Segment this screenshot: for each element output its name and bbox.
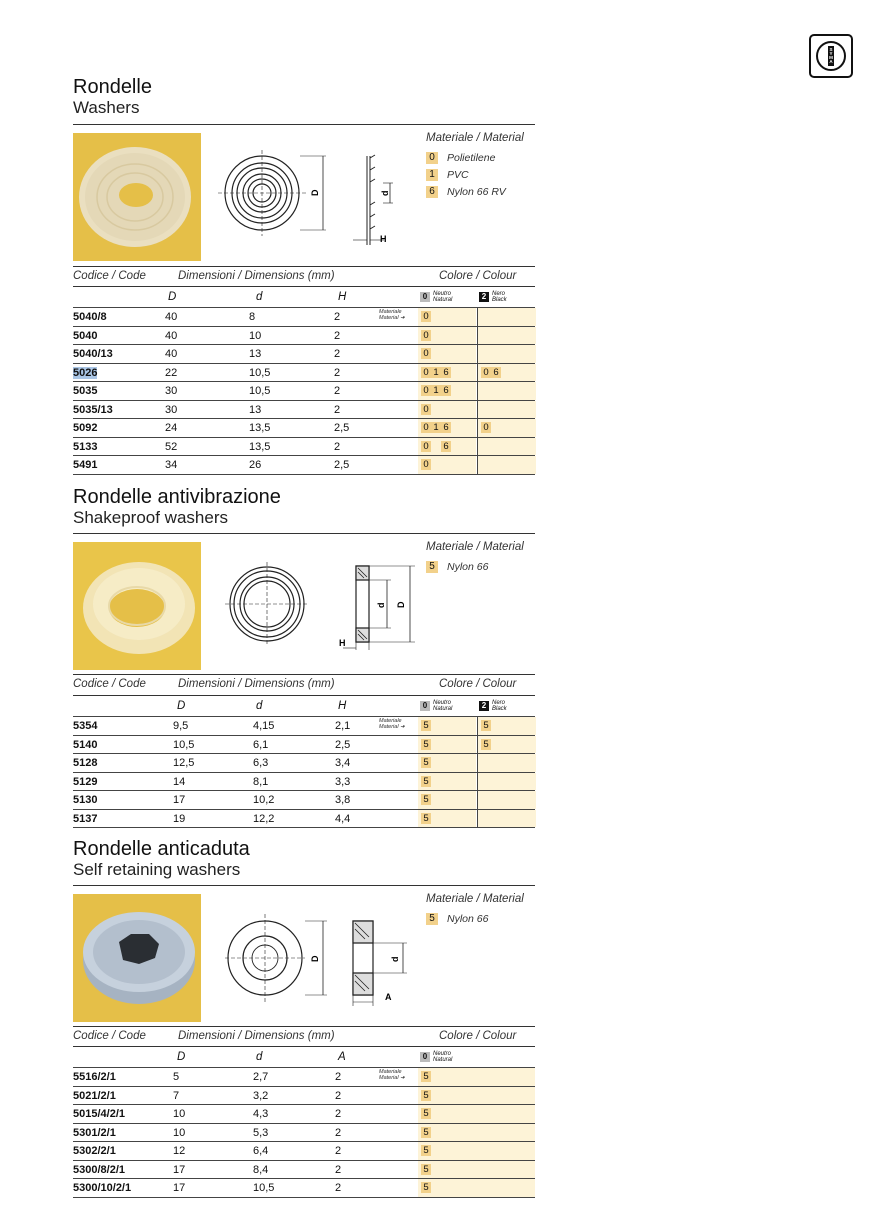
dimension-d: 10 xyxy=(249,329,262,342)
product-table-shakeproof xyxy=(73,695,535,828)
dimension-D: 12 xyxy=(173,1145,186,1157)
material-code-badge: 5 xyxy=(421,813,431,824)
dimension-D: 10 xyxy=(173,1126,186,1139)
product-code: 5040/8 xyxy=(73,311,107,323)
material-code-badge: 5 xyxy=(421,1108,431,1119)
product-code: 5129 xyxy=(73,775,98,788)
material-code-badge: 5 xyxy=(481,720,491,731)
section-title: Rondelle antivibrazione xyxy=(73,486,281,508)
material-code-badge: 0 xyxy=(421,422,431,433)
materials-marker: Materiale Material ➔ xyxy=(379,309,405,321)
dim-label-D: D xyxy=(396,601,406,608)
colour-black-cell xyxy=(477,364,536,382)
dim-label-D: D xyxy=(310,955,320,962)
material-code-badge: 5 xyxy=(421,757,431,768)
materials-marker: Materiale Material ➔ xyxy=(379,1069,405,1081)
dimension-d: 8,1 xyxy=(253,775,269,788)
colour-natural-cell xyxy=(418,1179,535,1197)
material-code-badge: 0 xyxy=(481,367,491,378)
product-code: 5021/2/1 xyxy=(73,1089,116,1102)
colour-natural-cell xyxy=(418,456,476,474)
dimension-d: 13 xyxy=(249,348,262,360)
dimension-H: 2 xyxy=(335,1089,342,1102)
dimension-H: 3,3 xyxy=(335,775,351,788)
divider xyxy=(73,674,535,675)
divider xyxy=(73,124,535,125)
colour-natural-cell xyxy=(418,1142,535,1160)
dimension-d: 5,3 xyxy=(253,1126,269,1139)
technical-drawing-shakeproof xyxy=(225,562,420,652)
material-code-badge: 6 xyxy=(441,441,451,452)
material-code-badge: 6 xyxy=(441,367,451,378)
dimension-d: 26 xyxy=(249,459,262,471)
colour-black-cell xyxy=(477,810,536,828)
dimension-H: 2 xyxy=(335,1126,342,1139)
material-legend xyxy=(426,541,524,575)
material-code-badge: 5 xyxy=(421,794,431,805)
dimension-D: 10,5 xyxy=(173,738,195,751)
section-shakeproof xyxy=(73,486,535,528)
material-code-badge: 5 xyxy=(421,720,431,731)
colour-black-cell xyxy=(477,438,536,456)
divider xyxy=(73,1026,535,1027)
product-photo-self-retaining xyxy=(73,894,201,1022)
table-row xyxy=(73,382,535,401)
colour-natural-cell xyxy=(418,438,476,456)
colour-natural-cell xyxy=(418,327,476,345)
dimension-D: 30 xyxy=(165,385,178,397)
table-row xyxy=(73,717,535,736)
table-row xyxy=(73,1105,535,1124)
material-code-badge: 0 xyxy=(421,311,431,322)
dimensions-header: Dimensioni / Dimensions (mm) xyxy=(178,678,335,690)
swatch-natural: 0 Neutro Natural xyxy=(420,291,452,303)
material-code-badge: 0 xyxy=(421,330,431,341)
section-subtitle: Shakeproof washers xyxy=(73,508,228,527)
material-code-badge: 0 xyxy=(421,441,431,452)
dimension-H: 2 xyxy=(334,329,341,342)
product-code: 5301/2/1 xyxy=(73,1126,116,1139)
svg-text:A: A xyxy=(829,59,833,64)
colour-black-cell xyxy=(477,754,536,772)
colour-natural-cell xyxy=(418,754,476,772)
dimension-d: 6,1 xyxy=(253,738,269,751)
divider xyxy=(73,533,535,534)
divider xyxy=(73,885,535,886)
swatch-natural: 0 Neutro Natural xyxy=(420,1051,452,1063)
dimension-D: 30 xyxy=(165,403,178,416)
dim-label-H: H xyxy=(339,638,346,648)
section-washers xyxy=(73,76,535,118)
dimension-D: 17 xyxy=(173,794,186,806)
colour-black-cell xyxy=(477,717,536,735)
colour-natural-cell xyxy=(418,419,476,437)
table-row xyxy=(73,345,535,364)
table-row xyxy=(73,438,535,457)
dimension-H: 2,5 xyxy=(334,459,350,471)
colour-black-cell xyxy=(477,791,536,809)
colour-natural-cell xyxy=(418,1068,535,1086)
table-row xyxy=(73,1087,535,1106)
material-code-badge: 0 xyxy=(421,367,431,378)
swatch-black: 2 Nero Black xyxy=(479,291,507,303)
colour-natural-cell xyxy=(418,810,476,828)
dimensions-header: Dimensioni / Dimensions (mm) xyxy=(178,1030,335,1042)
colour-header: Colore / Colour xyxy=(439,678,517,690)
material-legend xyxy=(426,132,524,200)
table-row xyxy=(73,1068,535,1087)
product-code: 5128 xyxy=(73,757,98,769)
dimension-d: 8,4 xyxy=(253,1163,269,1176)
brand-seal-icon xyxy=(815,40,847,72)
material-code-badge: 0 xyxy=(421,459,431,470)
material-code-badge: 1 xyxy=(431,385,441,396)
dimension-H: 2 xyxy=(334,366,341,379)
table-row xyxy=(73,1161,535,1180)
dimension-subheader: D d A 0 Neutro Natural xyxy=(73,1047,535,1068)
table-row xyxy=(73,1124,535,1143)
dimension-H: 3,8 xyxy=(335,794,351,806)
product-code: 5354 xyxy=(73,720,98,732)
dimension-H: 2 xyxy=(335,1071,342,1083)
table-row xyxy=(73,773,535,792)
product-code: 5092 xyxy=(73,422,98,434)
dimension-d: 6,3 xyxy=(253,757,269,769)
material-code-badge: 0 xyxy=(421,404,431,415)
material-legend xyxy=(426,893,524,927)
swatch-black: 2 Nero Black xyxy=(479,700,507,712)
dimension-H: 2,5 xyxy=(334,422,350,434)
dimension-H: 2,5 xyxy=(335,738,351,751)
dimension-d: 4,3 xyxy=(253,1108,269,1120)
colour-black-cell xyxy=(477,456,536,474)
dimension-D: 17 xyxy=(173,1182,186,1194)
dimension-D: 40 xyxy=(165,329,178,342)
table-row xyxy=(73,1179,535,1198)
section-title: Rondelle xyxy=(73,76,152,98)
dimension-H: 2 xyxy=(334,403,341,416)
materials-marker: Materiale Material ➔ xyxy=(379,718,405,730)
colour-natural-cell xyxy=(418,382,476,400)
swatch-natural: 0 Neutro Natural xyxy=(420,700,452,712)
material-code-badge: 6 xyxy=(491,367,501,378)
material-item: 5 Nylon 66 xyxy=(426,558,524,575)
table-row xyxy=(73,736,535,755)
colour-black-cell xyxy=(477,419,536,437)
colour-natural-cell xyxy=(418,401,476,419)
dimension-D: 14 xyxy=(173,775,186,788)
material-code-badge: 5 xyxy=(421,1182,431,1193)
colour-natural-cell xyxy=(418,736,476,754)
colour-header: Colore / Colour xyxy=(439,270,517,282)
material-code-badge: 1 xyxy=(431,422,441,433)
svg-text:S: S xyxy=(829,47,833,52)
dim-label-H: H xyxy=(380,234,387,244)
dim-label-d: d xyxy=(390,956,400,962)
dimension-D: 19 xyxy=(173,812,186,825)
dimension-H: 2 xyxy=(335,1182,342,1194)
material-code-badge xyxy=(431,441,441,452)
product-code: 5015/4/2/1 xyxy=(73,1108,125,1120)
dimension-d: 10,5 xyxy=(249,366,271,379)
product-code: 5300/8/2/1 xyxy=(73,1163,125,1176)
dimension-d: 12,2 xyxy=(253,812,275,825)
material-code-badge: 5 xyxy=(421,1164,431,1175)
material-code-badge: 0 xyxy=(421,385,431,396)
product-code: 5516/2/1 xyxy=(73,1071,116,1083)
material-code-badge: 6 xyxy=(441,385,451,396)
dimension-D: 52 xyxy=(165,440,178,453)
divider xyxy=(73,266,535,267)
material-code-badge: 1 xyxy=(431,367,441,378)
material-code-badge: 0 xyxy=(421,348,431,359)
material-code-badge: 5 xyxy=(421,1090,431,1101)
material-code-badge: 6 xyxy=(441,422,451,433)
section-title: Rondelle anticaduta xyxy=(73,838,250,860)
product-code: 5491 xyxy=(73,459,98,471)
material-item: 5 Nylon 66 xyxy=(426,910,524,927)
code-header: Codice / Code xyxy=(73,678,146,690)
product-code: 5302/2/1 xyxy=(73,1145,116,1157)
product-code: 5026 xyxy=(73,366,98,379)
table-row xyxy=(73,791,535,810)
section-subtitle: Washers xyxy=(73,98,140,117)
dimension-H: 2 xyxy=(335,1145,342,1157)
table-row xyxy=(73,754,535,773)
dimension-subheader: D d H 0 Neutro Natural 2 Nero Black xyxy=(73,287,535,308)
table-row xyxy=(73,1142,535,1161)
dimension-D: 9,5 xyxy=(173,720,189,732)
dimension-D: 17 xyxy=(173,1163,186,1176)
dimension-d: 4,15 xyxy=(253,720,275,732)
material-code-badge: 5 xyxy=(421,1127,431,1138)
material-item: 0 Polietilene xyxy=(426,149,524,166)
dim-label-D: D xyxy=(310,189,320,196)
dimension-d: 13 xyxy=(249,403,262,416)
product-photo-washer xyxy=(73,133,201,261)
colour-natural-cell xyxy=(418,308,476,326)
colour-black-cell xyxy=(477,308,536,326)
dimension-D: 34 xyxy=(165,459,178,471)
colour-natural-cell xyxy=(418,791,476,809)
dimension-d: 10,2 xyxy=(253,794,275,806)
dim-label-A: A xyxy=(385,992,392,1002)
table-row xyxy=(73,364,535,383)
product-code: 5035 xyxy=(73,385,98,397)
dimension-H: 2 xyxy=(334,311,341,323)
colour-black-cell xyxy=(477,401,536,419)
product-code: 5035/13 xyxy=(73,403,113,416)
table-row xyxy=(73,810,535,829)
dim-label-d: d xyxy=(380,190,390,196)
dimension-H: 3,4 xyxy=(335,757,351,769)
material-legend-title: Materiale / Material xyxy=(426,132,524,144)
product-code: 5137 xyxy=(73,812,98,825)
colour-natural-cell xyxy=(418,1087,535,1105)
material-code-badge: 5 xyxy=(421,739,431,750)
dimension-d: 2,7 xyxy=(253,1071,269,1083)
material-code-badge: 5 xyxy=(421,776,431,787)
material-code-badge: 5 xyxy=(421,1071,431,1082)
colour-natural-cell xyxy=(418,364,476,382)
dimension-H: 2 xyxy=(335,1163,342,1176)
dimension-D: 40 xyxy=(165,348,178,360)
dimension-H: 2,1 xyxy=(335,720,351,732)
section-subtitle: Self retaining washers xyxy=(73,860,241,879)
colour-black-cell xyxy=(477,345,536,363)
dimension-H: 4,4 xyxy=(335,812,351,825)
colour-natural-cell xyxy=(418,1161,535,1179)
table-row xyxy=(73,327,535,346)
colour-natural-cell xyxy=(418,1105,535,1123)
table-row xyxy=(73,308,535,327)
dimension-D: 10 xyxy=(173,1108,186,1120)
svg-text:Y: Y xyxy=(829,51,833,56)
table-row xyxy=(73,401,535,420)
product-code: 5140 xyxy=(73,738,98,751)
table-row xyxy=(73,456,535,475)
material-item: 6 Nylon 66 RV xyxy=(426,183,524,200)
dimension-d: 3,2 xyxy=(253,1089,269,1102)
dimension-d: 13,5 xyxy=(249,440,271,453)
colour-header: Colore / Colour xyxy=(439,1030,517,1042)
dimension-d: 8 xyxy=(249,311,256,323)
material-code-badge: 5 xyxy=(421,1145,431,1156)
code-header: Codice / Code xyxy=(73,1030,146,1042)
material-legend-title: Materiale / Material xyxy=(426,893,524,905)
colour-natural-cell xyxy=(418,717,476,735)
product-code: 5133 xyxy=(73,440,98,453)
dimension-d: 13,5 xyxy=(249,422,271,434)
colour-natural-cell xyxy=(418,345,476,363)
material-item: 1 PVC xyxy=(426,166,524,183)
colour-black-cell xyxy=(477,773,536,791)
dimension-D: 40 xyxy=(165,311,178,323)
colour-natural-cell xyxy=(418,773,476,791)
dimension-subheader: D d H 0 Neutro Natural 2 Nero Black xyxy=(73,696,535,717)
colour-natural-cell xyxy=(418,1124,535,1142)
dimension-d: 6,4 xyxy=(253,1145,269,1157)
product-code: 5300/10/2/1 xyxy=(73,1182,132,1194)
technical-drawing-self-retaining xyxy=(225,914,410,1009)
dimension-H: 2 xyxy=(334,348,341,360)
dimension-H: 2 xyxy=(334,385,341,397)
dimension-H: 2 xyxy=(335,1108,342,1120)
dimension-d: 10,5 xyxy=(253,1182,275,1194)
product-code: 5040 xyxy=(73,329,98,342)
svg-text:M: M xyxy=(829,55,833,60)
dimension-D: 7 xyxy=(173,1089,180,1102)
code-header: Codice / Code xyxy=(73,270,146,282)
brand-logo xyxy=(809,34,853,78)
product-photo-shakeproof xyxy=(73,542,201,670)
material-code-badge: 5 xyxy=(481,739,491,750)
material-code-badge: 0 xyxy=(481,422,491,433)
dimensions-header: Dimensioni / Dimensions (mm) xyxy=(178,270,335,282)
dimension-D: 12,5 xyxy=(173,757,195,769)
colour-black-cell xyxy=(477,327,536,345)
dimension-d: 10,5 xyxy=(249,385,271,397)
colour-black-cell xyxy=(477,382,536,400)
dimension-D: 22 xyxy=(165,366,178,379)
technical-drawing-washer xyxy=(218,150,398,250)
product-table-self-retaining xyxy=(73,1046,535,1198)
material-legend-title: Materiale / Material xyxy=(426,541,524,553)
product-code: 5040/13 xyxy=(73,348,113,360)
product-code: 5130 xyxy=(73,794,98,806)
dimension-H: 2 xyxy=(334,440,341,453)
colour-black-cell xyxy=(477,736,536,754)
dim-label-d: d xyxy=(376,602,386,608)
dimension-D: 24 xyxy=(165,422,178,434)
table-row xyxy=(73,419,535,438)
product-table-washers xyxy=(73,286,535,475)
section-self-retaining xyxy=(73,838,535,880)
dimension-D: 5 xyxy=(173,1071,180,1083)
